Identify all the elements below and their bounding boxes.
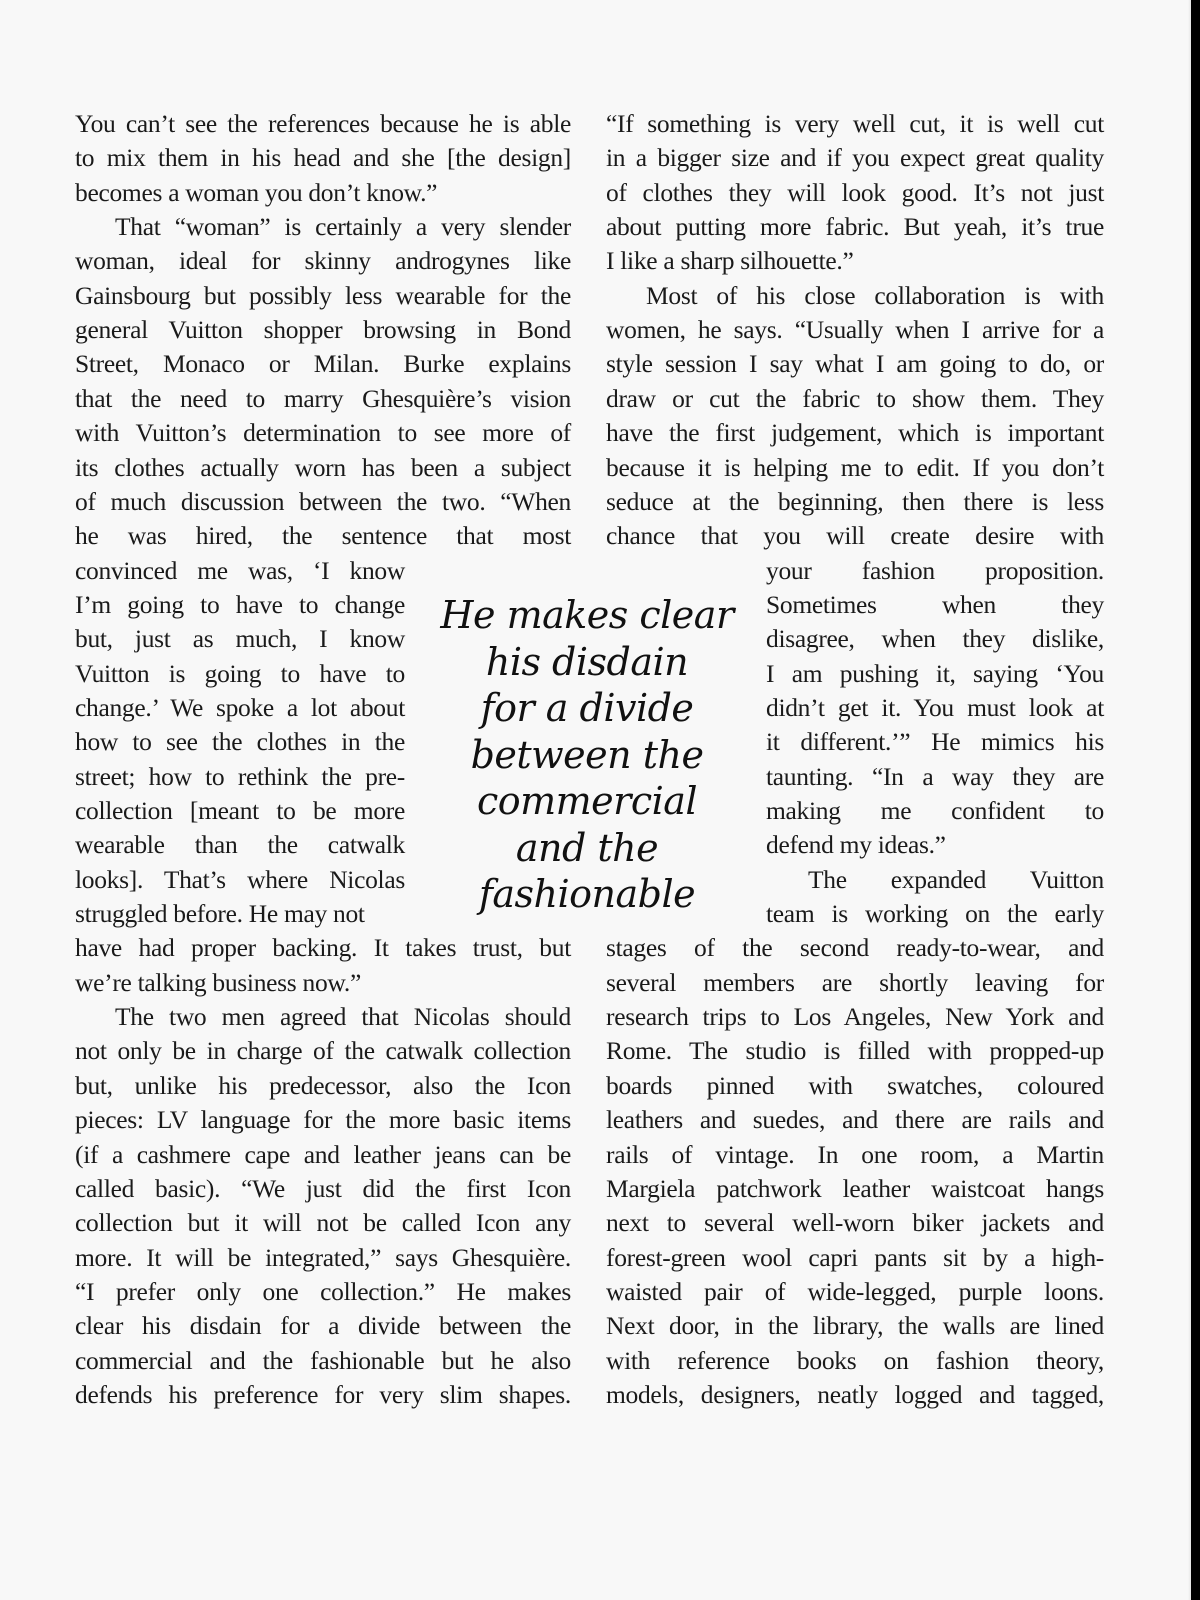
- text-line: we’re talking business now.”: [75, 967, 361, 997]
- text-line: taunting. “In a way they are: [766, 761, 1104, 791]
- screen-edge-border: [1191, 0, 1200, 1600]
- text-line: I am pushing it, saying ‘You: [766, 658, 1104, 688]
- text-line: its clothes actually worn has been a subject: [75, 452, 571, 482]
- text-line: models, designers, neatly logged and tagged,: [606, 1379, 1104, 1409]
- text-line: it different.’” He mimics his: [766, 727, 1104, 757]
- text-line: draw or cut the fabric to show them. They: [606, 383, 1104, 413]
- pull-quote-line: and the: [515, 825, 659, 870]
- pull-quote: [420, 592, 754, 918]
- text-line: next to several well-worn biker jackets and: [606, 1208, 1104, 1238]
- pull-quote-line: for a divide: [480, 686, 694, 730]
- pull-quote-line: He makes clear: [440, 593, 734, 637]
- text-line: several members are shortly leaving for: [606, 967, 1104, 997]
- text-line: convinced me was, ‘I know: [75, 555, 405, 585]
- text-line: stages of the second ready-to-wear, and: [606, 933, 1104, 963]
- text-line: with reference books on fashion theory,: [606, 1345, 1104, 1375]
- text-line: general Vuitton shopper browsing in Bond: [75, 315, 571, 345]
- text-line: about putting more fabric. But yeah, it’s true: [606, 212, 1104, 242]
- text-line: have had proper backing. It takes trust, but: [75, 933, 571, 963]
- text-line: called basic). “We just did the first Icon: [75, 1173, 571, 1203]
- text-line: with Vuitton’s determination to see more of: [75, 418, 571, 448]
- text-line: Gainsbourg but possibly less wearable for the: [75, 280, 571, 310]
- text-line: disagree, when they dislike,: [766, 624, 1104, 654]
- pull-quote-line: commercial: [476, 779, 698, 823]
- text-line: chance that you will create desire with: [606, 521, 1104, 551]
- text-line: making me confident to: [766, 796, 1104, 825]
- text-line: have the first judgement, which is important: [606, 418, 1104, 448]
- pull-quote-line: fashionable: [478, 872, 696, 916]
- text-line: women, he says. “Usually when I arrive for a: [606, 315, 1104, 345]
- text-line: but, just as much, I know: [75, 624, 405, 654]
- text-line: boards pinned with swatches, coloured: [606, 1070, 1104, 1100]
- text-line: rails of vintage. In one room, a Martin: [606, 1139, 1104, 1169]
- text-line: “I prefer only one collection.” He makes: [75, 1276, 571, 1306]
- text-line: struggled before. He may not: [75, 899, 365, 929]
- text-line: seduce at the beginning, then there is less: [606, 486, 1104, 516]
- text-line: The expanded Vuitton: [808, 864, 1104, 894]
- text-line: waisted pair of wide-legged, purple loons.: [606, 1276, 1104, 1306]
- text-line: You can’t see the references because he is able: [75, 109, 571, 138]
- text-line: Sometimes when they: [766, 589, 1104, 619]
- text-line: how to see the clothes in the: [75, 727, 405, 757]
- text-line: Rome. The studio is filled with propped-up: [606, 1036, 1104, 1066]
- text-line: “If something is very well cut, it is well cut: [606, 109, 1104, 138]
- text-line: Next door, in the library, the walls are lined: [606, 1311, 1104, 1341]
- text-line: he was hired, the sentence that most: [75, 521, 571, 551]
- text-line: research trips to Los Angeles, New York and: [606, 1002, 1104, 1032]
- text-line: but, unlike his predecessor, also the Icon: [75, 1070, 571, 1100]
- text-line: collection [meant to be more: [75, 796, 405, 825]
- text-line: collection but it will not be called Icon any: [75, 1208, 571, 1238]
- text-line: (if a cashmere cape and leather jeans can be: [75, 1139, 571, 1169]
- text-line: That “woman” is certainly a very slender: [115, 212, 571, 242]
- text-line: to mix them in his head and she [the design]: [75, 143, 571, 173]
- text-line: your fashion proposition.: [766, 555, 1104, 585]
- text-line: becomes a woman you don’t know.”: [75, 177, 438, 207]
- text-line: The two men agreed that Nicolas should: [115, 1002, 571, 1032]
- text-line: Margiela patchwork leather waistcoat hangs: [606, 1173, 1104, 1203]
- text-line: I’m going to have to change: [75, 589, 405, 619]
- text-line: because it is helping me to edit. If you don’t: [606, 452, 1104, 482]
- text-line: style session I say what I am going to do, or: [606, 349, 1104, 379]
- text-line: team is working on the early: [766, 899, 1104, 929]
- pull-quote-line: his disdain: [485, 639, 689, 684]
- text-line: change.’ We spoke a lot about: [75, 692, 405, 722]
- text-line: leathers and suedes, and there are rails and: [606, 1105, 1104, 1135]
- text-line: more. It will be integrated,” says Ghesquière.: [75, 1242, 571, 1272]
- text-line: Most of his close collaboration is with: [646, 280, 1104, 310]
- text-line: Vuitton is going to have to: [75, 658, 405, 688]
- text-line: I like a sharp silhouette.”: [606, 246, 854, 276]
- text-line: pieces: LV language for the more basic items: [75, 1105, 571, 1135]
- text-line: not only be in charge of the catwalk collection: [75, 1036, 571, 1066]
- text-line: clear his disdain for a divide between the: [75, 1311, 571, 1341]
- text-line: defend my ideas.”: [766, 830, 946, 860]
- text-line: commercial and the fashionable but he also: [75, 1345, 571, 1375]
- text-line: of much discussion between the two. “When: [75, 486, 571, 516]
- text-line: woman, ideal for skinny androgynes like: [75, 246, 571, 276]
- text-line: of clothes they will look good. It’s not just: [606, 177, 1104, 207]
- text-line: wearable than the catwalk: [75, 830, 405, 860]
- pull-quote-line: between the: [470, 732, 704, 777]
- text-line: in a bigger size and if you expect great quality: [606, 143, 1104, 173]
- text-line: Street, Monaco or Milan. Burke explains: [75, 349, 571, 379]
- text-line: street; how to rethink the pre-: [75, 761, 405, 791]
- text-line: that the need to marry Ghesquière’s vision: [75, 383, 571, 413]
- text-line: didn’t get it. You must look at: [766, 692, 1104, 722]
- text-line: defends his preference for very slim shapes.: [75, 1379, 571, 1409]
- text-line: forest-green wool capri pants sit by a high-: [606, 1242, 1104, 1272]
- text-line: looks]. That’s where Nicolas: [75, 864, 405, 894]
